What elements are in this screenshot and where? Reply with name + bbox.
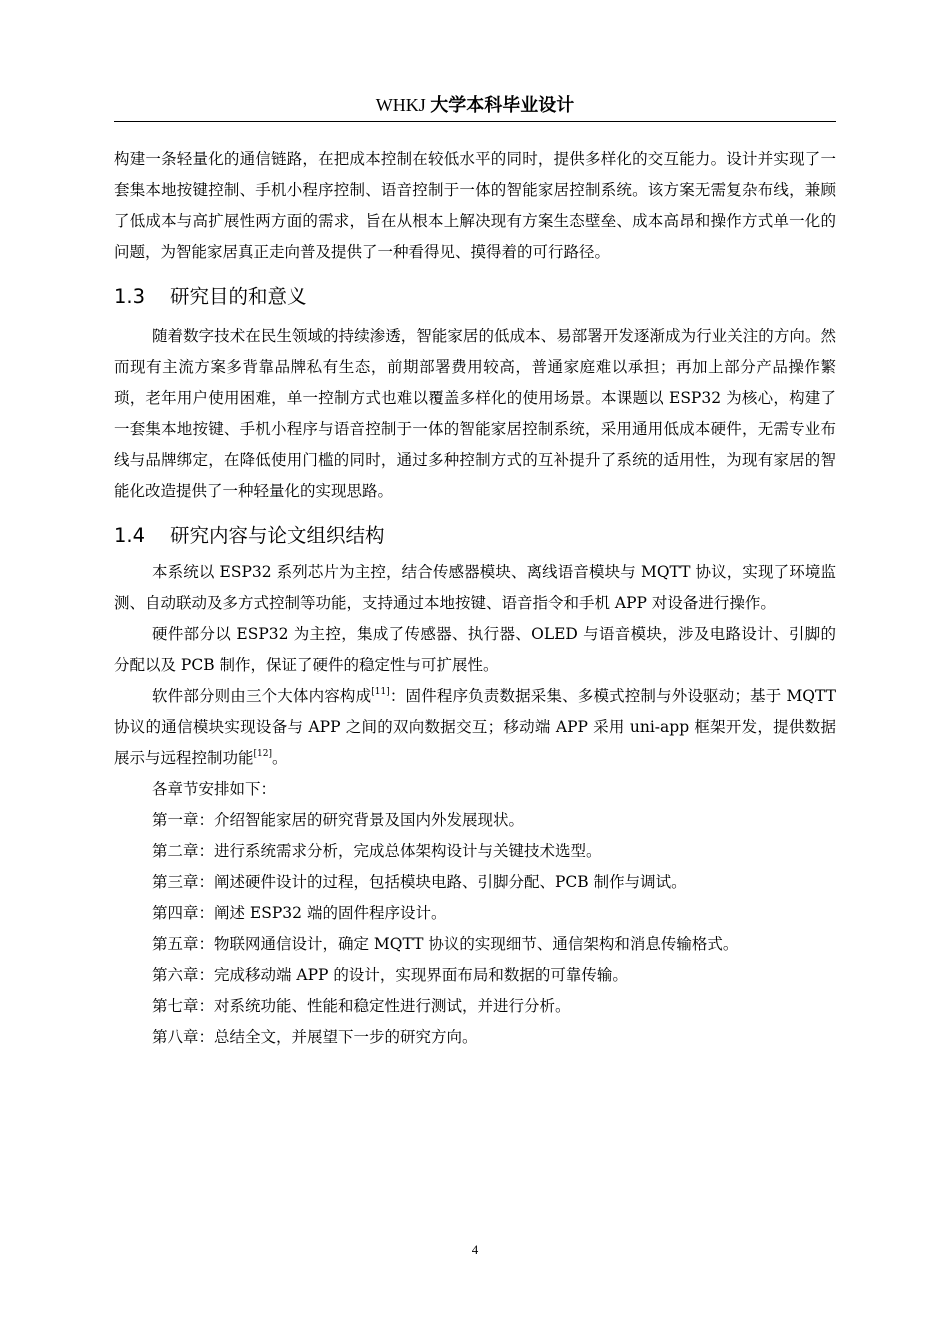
paragraph-text: 软件部分则由三个大体内容构成	[152, 687, 372, 705]
section-1-4-paragraph-3	[114, 681, 836, 774]
paragraph-text: 。	[272, 749, 288, 767]
section-heading-1-3	[114, 280, 836, 313]
section-title: 研究目的和意义	[170, 285, 307, 308]
chapter-item-1: 第一章：介绍智能家居的研究背景及国内外发展现状。	[152, 811, 525, 829]
citation-12[interactable]: [12]	[253, 749, 272, 759]
chapter-item-4: 第四章：阐述 ESP32 端的固件程序设计。	[152, 904, 447, 922]
section-number: 1.4	[114, 524, 146, 547]
chapters-intro: 各章节安排如下：	[152, 780, 277, 798]
header-university: 大学本科毕业设计	[430, 95, 575, 116]
section-title: 研究内容与论文组织结构	[170, 524, 385, 547]
paragraph-text: ：固件程序负责数据采集、多模式控制与外设驱动；基于 MQTT 协议的通信模块实现设备与 APP 之间的双向数据交互；移动端 APP 采用 uni-app 框架开发，提供数据展示与远程控制功能	[114, 687, 836, 767]
section-1-4-paragraph-2: 硬件部分以 ESP32 为主控，集成了传感器、执行器、OLED 与语音模块，涉及电路设计、引脚的分配以及 PCB 制作，保证了硬件的稳定性与可扩展性。	[114, 625, 836, 674]
section-number: 1.3	[114, 285, 146, 308]
citation-11[interactable]: [11]	[371, 687, 390, 697]
page-number: 4	[471, 1242, 479, 1257]
section-1-4-paragraph-1: 本系统以 ESP32 系列芯片为主控，结合传感器模块、离线语音模块与 MQTT 协议，实现了环境监测、自动联动及多方式控制等功能，支持通过本地按键、语音指令和手机 APP 对设备进行操作。	[114, 563, 836, 612]
header-rule	[114, 121, 836, 122]
section-heading-1-4	[114, 519, 836, 552]
intro-paragraph: 构建一条轻量化的通信链路，在把成本控制在较低水平的同时，提供多样化的交互能力。设计并实现了一套集本地按键控制、手机小程序控制、语音控制于一体的智能家居控制系统。该方案无需复杂布线，兼顾了低成本与高扩展性两方面的需求，旨在从根本上解决现有方案生态壁垒、成本高昂和操作方式单一化的问题，为智能家居真正走向普及提供了一种看得见、摸得着的可行路径。	[114, 150, 836, 261]
body-content	[114, 144, 836, 1053]
chapter-item-8: 第八章：总结全文，并展望下一步的研究方向。	[152, 1028, 478, 1046]
chapter-item-6: 第六章：完成移动端 APP 的设计，实现界面布局和数据的可靠传输。	[152, 966, 628, 984]
header-code: WHKJ	[375, 95, 426, 115]
chapter-item-5: 第五章：物联网通信设计，确定 MQTT 协议的实现细节、通信架构和消息传输格式。	[152, 935, 739, 953]
running-header	[114, 92, 836, 119]
chapter-item-2: 第二章：进行系统需求分析，完成总体架构设计与关键技术选型。	[152, 842, 602, 860]
chapter-item-7: 第七章：对系统功能、性能和稳定性进行测试，并进行分析。	[152, 997, 571, 1015]
chapter-item-3: 第三章：阐述硬件设计的过程，包括模块电路、引脚分配、PCB 制作与调试。	[152, 873, 687, 891]
section-1-3-paragraph: 随着数字技术在民生领域的持续渗透，智能家居的低成本、易部署开发逐渐成为行业关注的方向。然而现有主流方案多背靠品牌私有生态，前期部署费用较高，普通家庭难以承担；再加上部分产品操作繁琐，老年用户使用困难，单一控制方式也难以覆盖多样化的使用场景。本课题以 ESP32 为核心，构建了一套集本地按键、手机小程序与语音控制于一体的智能家居控制系统，采用通用低成本硬件，无需专业布线与品牌绑定，在降低使用门槛的同时，通过多种控制方式的互补提升了系统的适用性，为现有家居的智能化改造提供了一种轻量化的实现思路。	[114, 327, 836, 500]
